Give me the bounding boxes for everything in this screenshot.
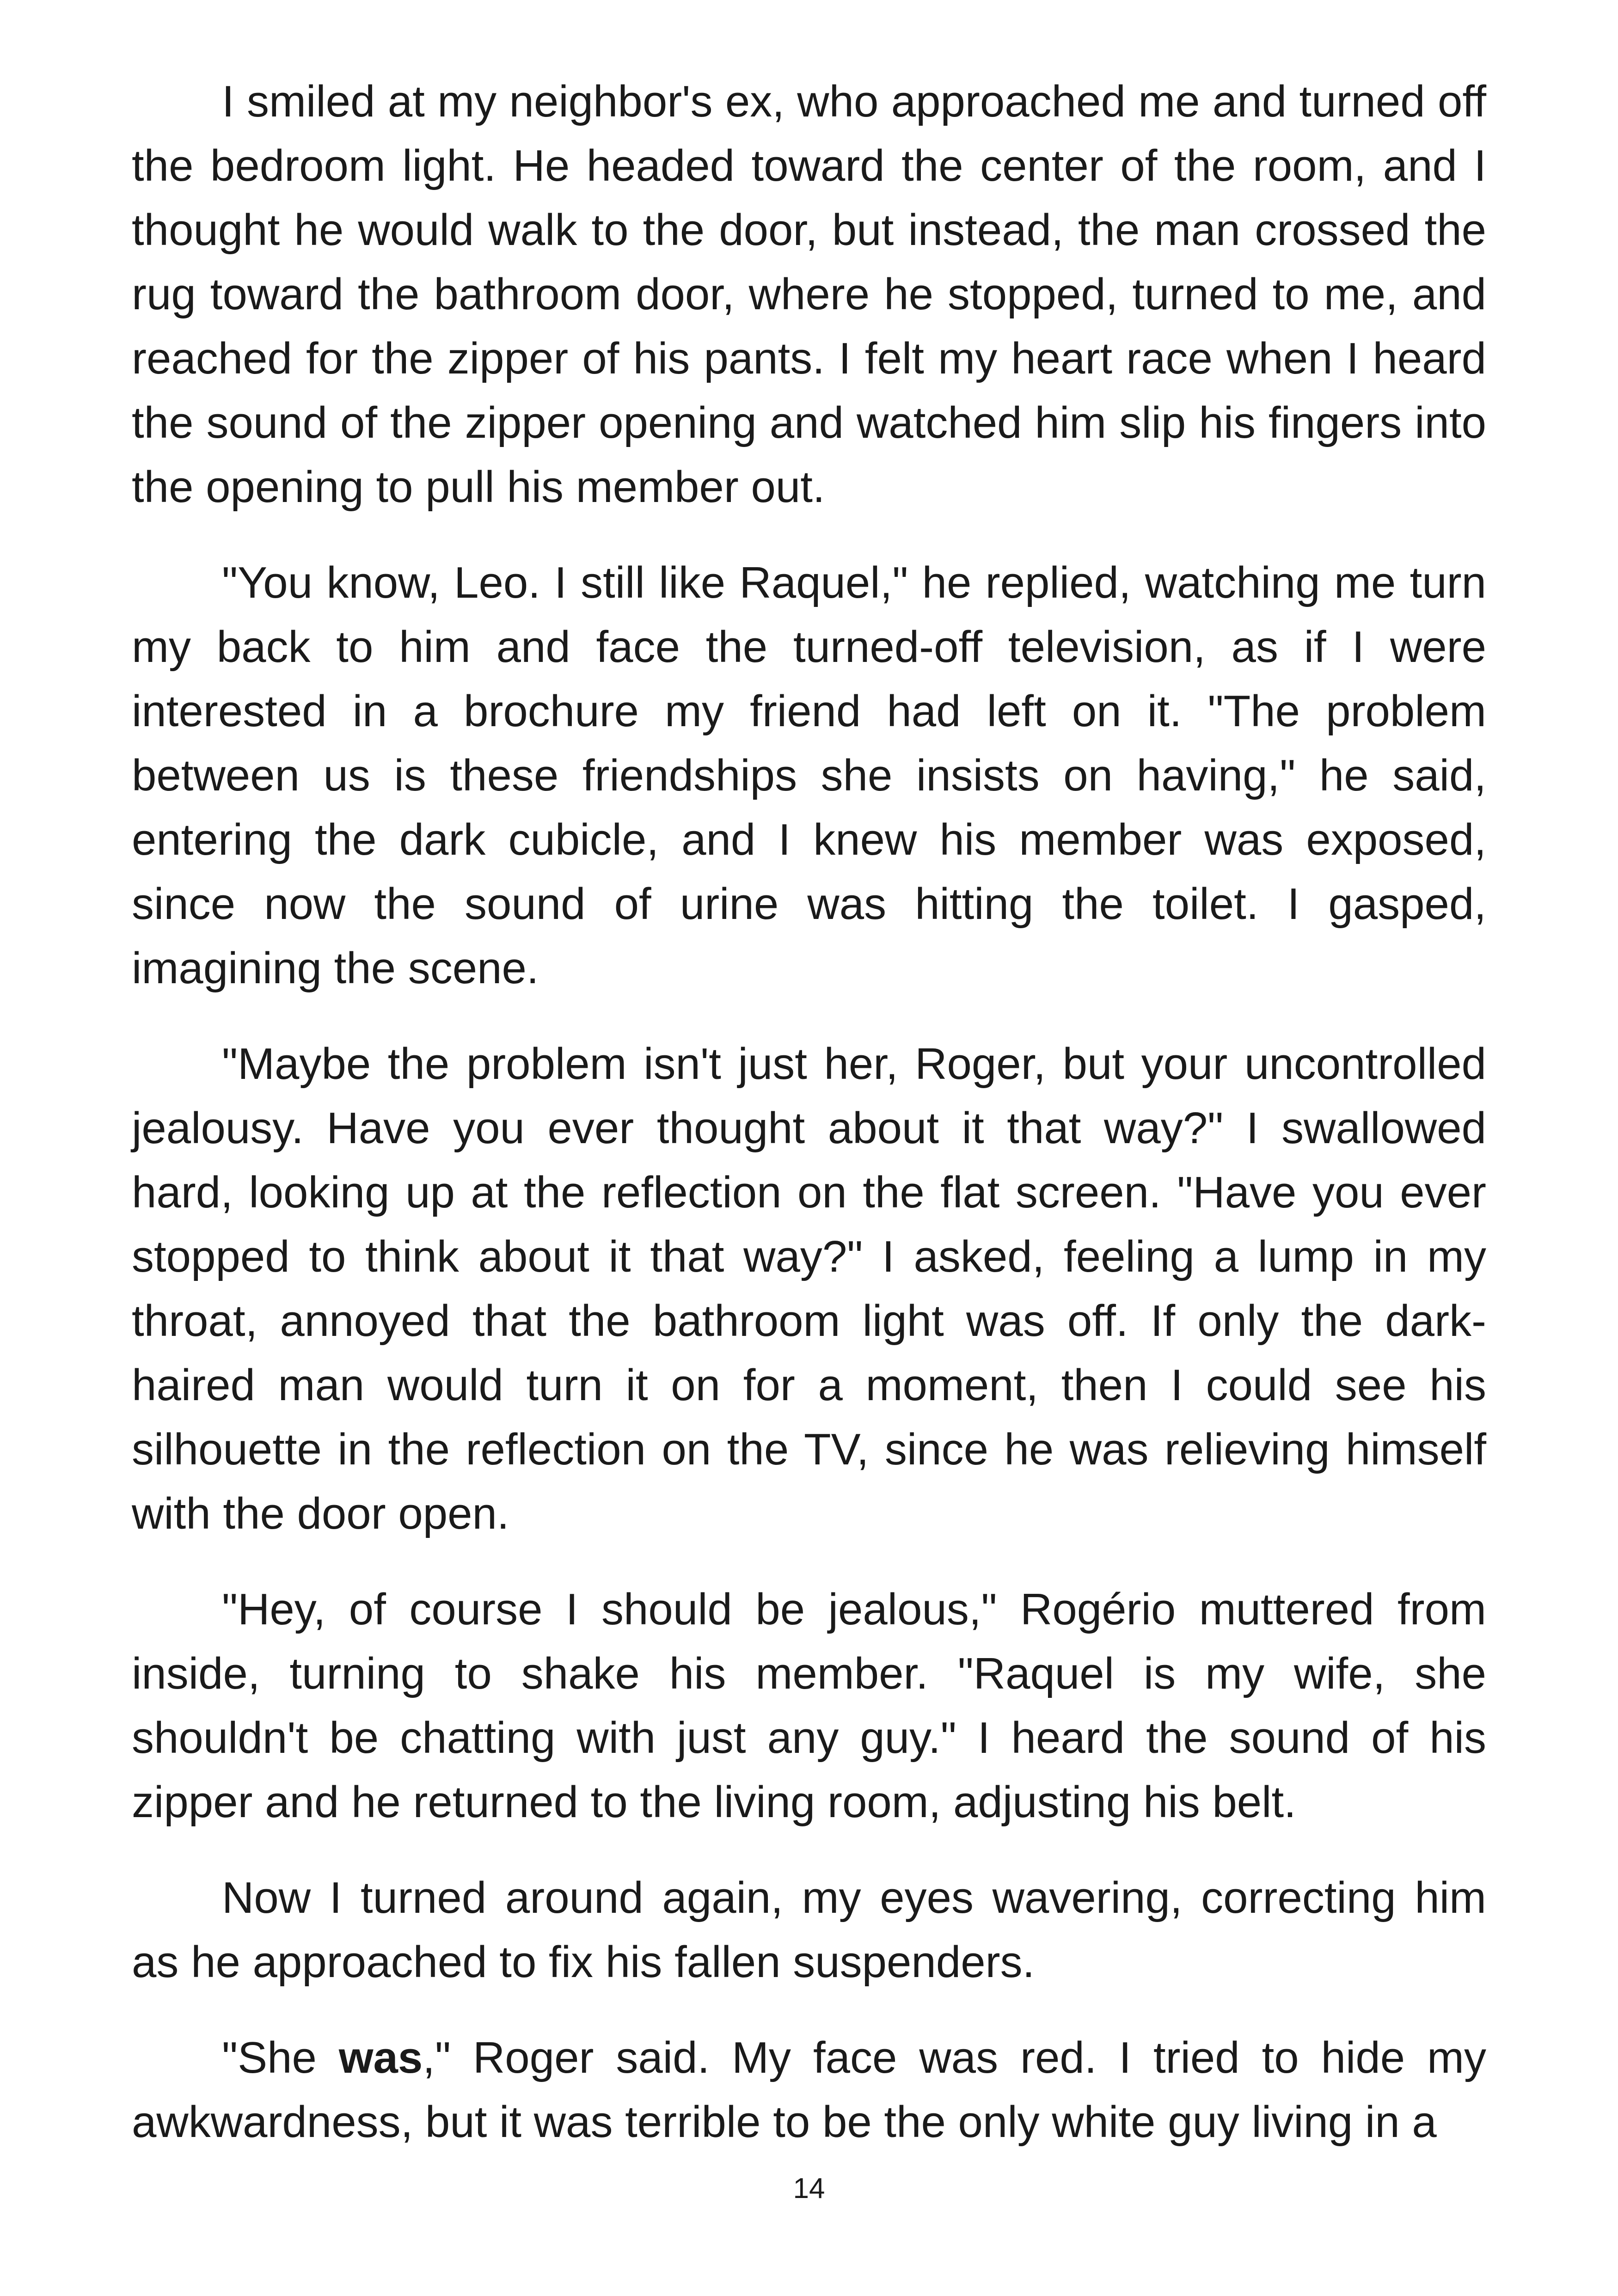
paragraph: "Maybe the problem isn't just her, Roger, but your uncontrolled jealousy. Have you ever thought about it that way?" I swallowed hard, looking up at the reflection on the flat screen. "Have you ever stopped to think about it that way?" I asked, feeling a lump in my throat, annoyed that the bathroom light was off. If only the dark-haired man would turn it on for a moment, then I could see his silhouette in the reflection on the TV, since he was relieving himself with the door open. (132, 1039, 1486, 1538)
paragraph: "You know, Leo. I still like Raquel," he replied, watching me turn my back to him and face the turned-off television, as if I were interested in a brochure my friend had left on it. "The problem between us is these friendships she insists on having," he said, entering the dark cubicle, and I knew his member was exposed, since now the sound of urine was hitting the toilet. I gasped, imagining the scene. (132, 558, 1486, 993)
paragraph-text-after: ," Roger said. My face was red. I tried to hide my awkwardness, but it was terrible to be the only white guy living in a (132, 2033, 1487, 2147)
paragraph: Now I turned around again, my eyes wavering, correcting him as he approached to fix his fallen suspenders. (132, 1873, 1486, 1987)
page-number: 14 (793, 2173, 825, 2204)
paragraph: "Hey, of course I should be jealous," Rogério muttered from inside, turning to shake his member. "Raquel is my wife, she shouldn't be chatting with just any guy." I heard the sound of his zipper and he returned to the living room, adjusting his belt. (132, 1585, 1486, 1827)
paragraph-text-before: "She (222, 2033, 339, 2082)
paragraph (132, 2026, 1486, 2154)
paragraph: I smiled at my neighbor's ex, who approached me and turned off the bedroom light. He headed toward the center of the room, and I thought he would walk to the door, but instead, the man crossed the rug toward the bathroom door, where he stopped, turned to me, and reached for the zipper of his pants. I felt my heart race when I heard the sound of the zipper opening and watched him slip his fingers into the opening to pull his member out. (132, 77, 1486, 512)
body-text (132, 69, 1486, 2154)
bold-emphasis: was (338, 2033, 423, 2082)
